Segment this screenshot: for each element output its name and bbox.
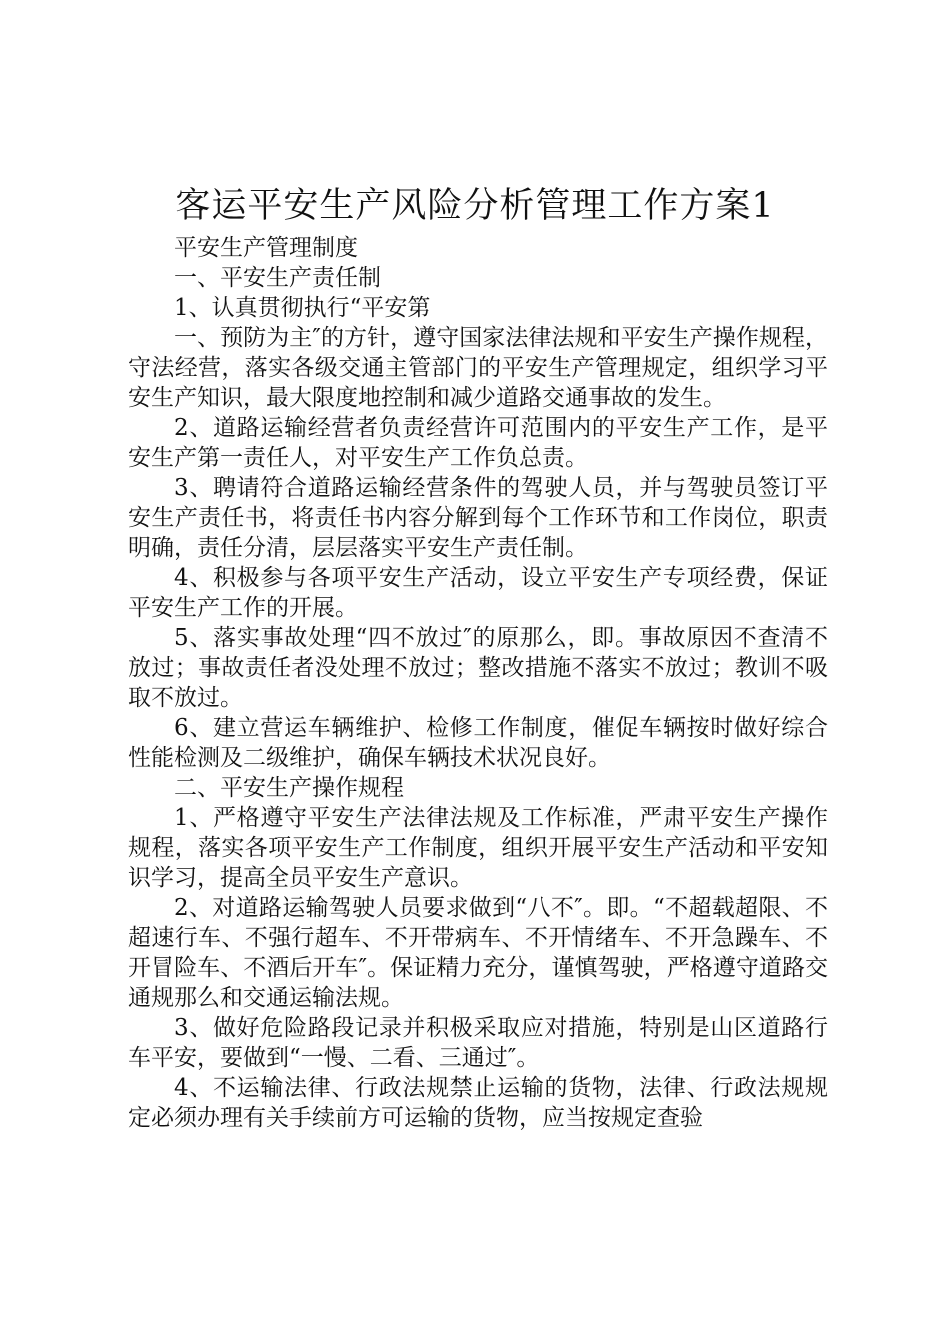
- paragraph: 一、平安生产责任制: [174, 265, 381, 291]
- document-body: [128, 233, 828, 1133]
- paragraph: 1、认真贯彻执行“平安第: [174, 295, 431, 321]
- document-title: 客运平安生产风险分析管理工作方案1: [175, 186, 775, 226]
- paragraph: 二、平安生产操作规程: [174, 775, 404, 801]
- paragraph: 1、严格遵守平安生产法律法规及工作标准，严肃平安生产操作规程，落实各项平安生产工作制度，组织开展平安生产活动和平安知识学习，提高全员平安生产意识。: [128, 805, 828, 891]
- paragraph: 4、不运输法律、行政法规禁止运输的货物，法律、行政法规规定必须办理有关手续前方可运输的货物，应当按规定查验: [128, 1075, 828, 1131]
- paragraph: 2、道路运输经营者负责经营许可范围内的平安生产工作，是平安生产第一责任人，对平安生产工作负总责。: [128, 415, 828, 471]
- paragraph: 2、对道路运输驾驶人员要求做到“八不″。即。“不超载超限、不超速行车、不强行超车、不开带病车、不开情绪车、不开急躁车、不开冒险车、不酒后开车″。保证精力充分，谨慎驾驶，严格遵守道路交通规那么和交通运输法规。: [128, 895, 828, 1011]
- paragraph: 3、聘请符合道路运输经营条件的驾驶人员，并与驾驶员签订平安生产责任书，将责任书内容分解到每个工作环节和工作岗位，职责明确，责任分清，层层落实平安生产责任制。: [128, 475, 828, 561]
- paragraph: 4、积极参与各项平安生产活动，设立平安生产专项经费，保证平安生产工作的开展。: [128, 565, 828, 621]
- paragraph: 一、预防为主″的方针，遵守国家法律法规和平安生产操作规程，守法经营，落实各级交通主管部门的平安生产管理规定，组织学习平安生产知识，最大限度地控制和减少道路交通事故的发生。: [128, 325, 828, 411]
- paragraph: 3、做好危险路段记录并积极采取应对措施，特别是山区道路行车平安，要做到“一慢、二看、三通过″。: [128, 1015, 828, 1071]
- paragraph: 6、建立营运车辆维护、检修工作制度，催促车辆按时做好综合性能检测及二级维护，确保车辆技术状况良好。: [128, 715, 828, 771]
- paragraph: 5、落实事故处理“四不放过″的原那么，即。事故原因不查清不放过；事故责任者没处理不放过；整改措施不落实不放过；教训不吸取不放过。: [128, 625, 828, 711]
- paragraph: 平安生产管理制度: [174, 235, 358, 261]
